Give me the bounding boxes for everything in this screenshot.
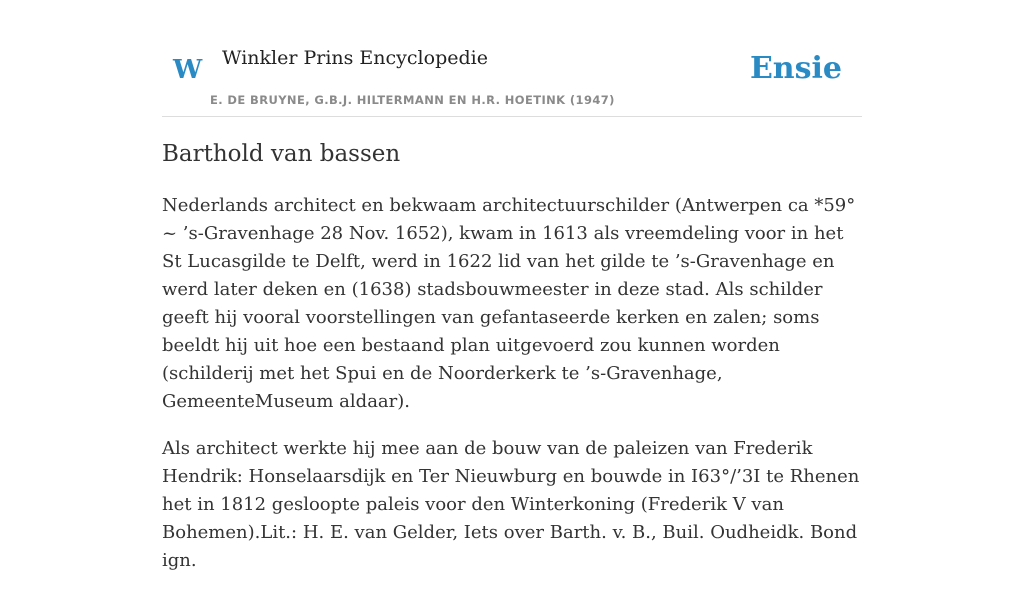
authors-byline: E. DE BRUYNE, G.B.J. HILTERMANN EN H.R. HOETINK (1947): [210, 93, 615, 107]
publication-title[interactable]: Winkler Prins Encyclopedie: [222, 47, 488, 69]
article-paragraph: Als architect werkte hij mee aan de bouw van de paleizen van Frederik Hendrik: Honselaarsdijk en Ter Nieuwburg en bouwde in I63°/’3I te Rhenen het in 1812 gesloopte paleis voor den Winterkoning (Frederik V van Bohemen).Lit.: H. E. van Gelder, Iets over Barth. v. B., Buil. Oudheidk. Bond ign.: [162, 438, 860, 571]
ensie-logo-link[interactable]: Ensie: [749, 51, 842, 86]
article-body: [162, 192, 864, 594]
article-title: Barthold van bassen: [162, 141, 401, 167]
article-paragraph: Nederlands architect en bekwaam architectuurschilder (Antwerpen ca *59° ~ ’s-Gravenhage 28 Nov. 1652), kwam in 1613 als vreemdeling voor in het St Lucasgilde te Delft, werd in 1622 lid van het gilde te ’s-Gravenhage en werd later deken en (1638) stadsbouwmeester in deze stad. Als schilder geeft hij vooral voorstellingen van gefantaseerde kerken en zalen; soms beeldt hij uit hoe een bestaand plan uitgevoerd zou kunnen worden (schilderij met het Spui en de Noorderkerk te ’s-Gravenhage, GemeenteMuseum aldaar).: [162, 195, 856, 412]
site-header: [162, 40, 862, 117]
winkler-prins-logo[interactable]: W: [173, 55, 203, 85]
